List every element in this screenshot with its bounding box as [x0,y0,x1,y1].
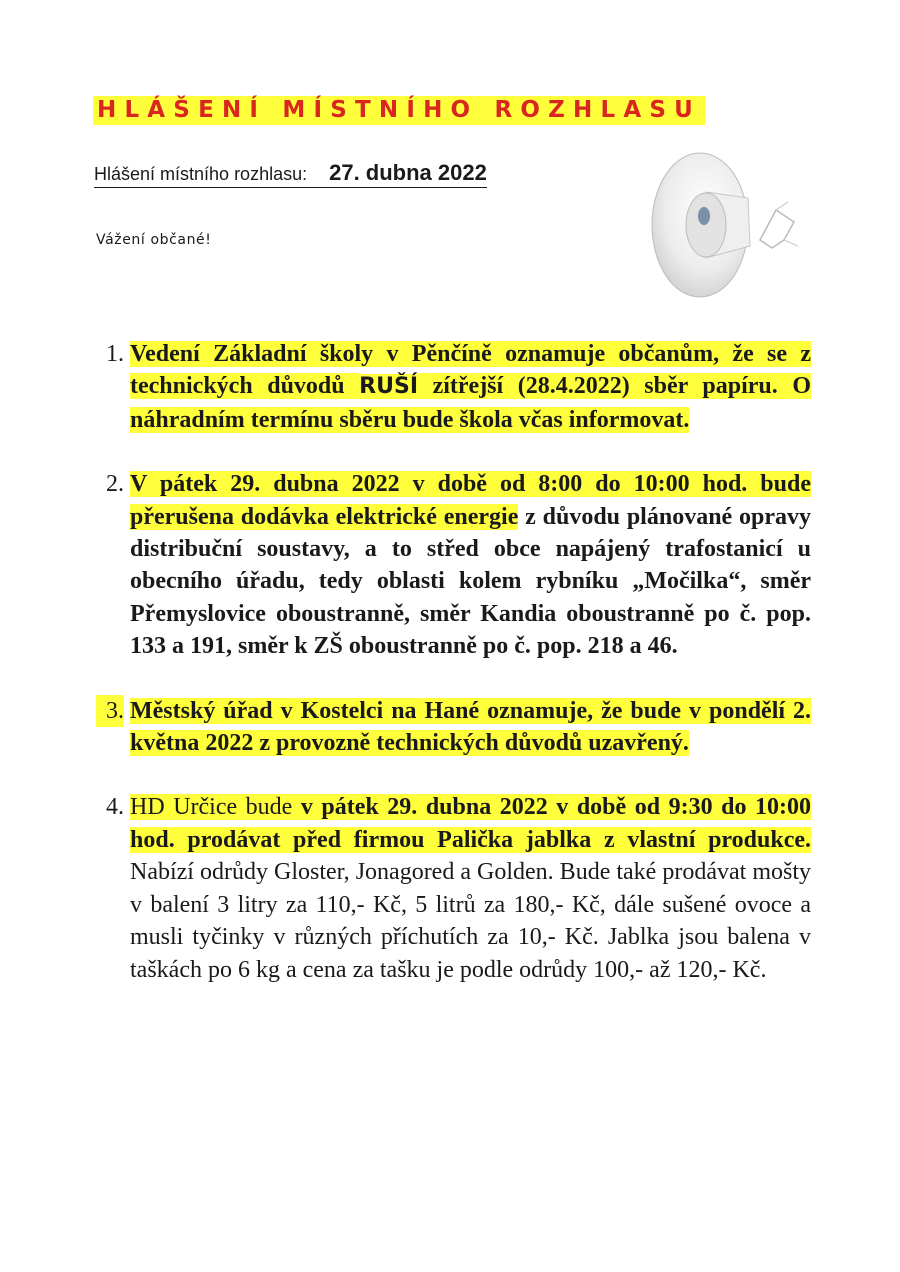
announcement-date: 27. dubna 2022 [329,160,487,185]
item-text [130,468,811,662]
item-text-part: Vedení Základní školy v Pěnčíně oznamuje občanům, že se z technických důvodů [130,341,811,400]
announcement-date-line [94,160,487,188]
list-item [96,695,811,760]
item-number: 3. [96,695,124,727]
page-title: HLÁŠENÍ MÍSTNÍHO ROZHLASU [93,96,705,125]
item-text-emphasis: RUŠÍ [359,374,419,400]
item-text-part: v pátek 29. dubna 2022 v době od 9:30 do 10:00 hod. prodávat před firmou Palička jablka z vlastní produkce. [130,794,811,853]
item-number: 2. [106,471,124,498]
list-item [96,791,811,985]
list-item [96,468,811,662]
item-number: 1. [106,341,124,367]
item-text [130,338,811,436]
loudspeaker-icon [648,150,808,300]
item-text [130,695,811,760]
item-text-part: zítřejší (28.4.2022) sběr papíru. O náhradním termínu sběru bude škola včas informovat. [130,373,811,433]
list-item [96,338,811,436]
item-text-part: V pátek 29. dubna 2022 v době od 8:00 do 10:00 hod. bude přerušena dodávka elektrické energie [130,471,811,530]
item-text-part: z důvodu plánované opravy distribuční soustavy, a to střed obce napájený trafostanicí u obecního úřadu, tedy oblasti kolem rybníku „Močilka“, směr Přemyslovice oboustranně, směr Kandia oboustranně po č. pop. 133 a 191, směr k ZŠ oboustranně po č. pop. 218 a 46. [130,503,812,660]
item-text-part: Nabízí odrůdy Gloster, Jonagored a Golden. Bude také prodávat mošty v balení 3 litry za 110,- Kč, 5 litrů za 180,- Kč, dále sušené ovoce a musli tyčinky v různých příchutích za 10,- Kč. Jablka jsou balena v taškách po 6 kg a cena za tašku je podle odrůdy 100,- až 120,- Kč. [130,859,811,983]
item-text-part: HD Určice bude [130,794,301,821]
subtitle-label: Hlášení místního rozhlasu: [94,164,308,184]
item-number: 4. [106,794,124,821]
greeting: Vážení občané! [96,232,212,248]
item-text [130,791,811,985]
item-text-part: Městský úřad v Kostelci na Hané oznamuje, že bude v pondělí 2. května 2022 z provozně technických důvodů uzavřený. [130,697,811,757]
announcement-list [96,338,811,986]
